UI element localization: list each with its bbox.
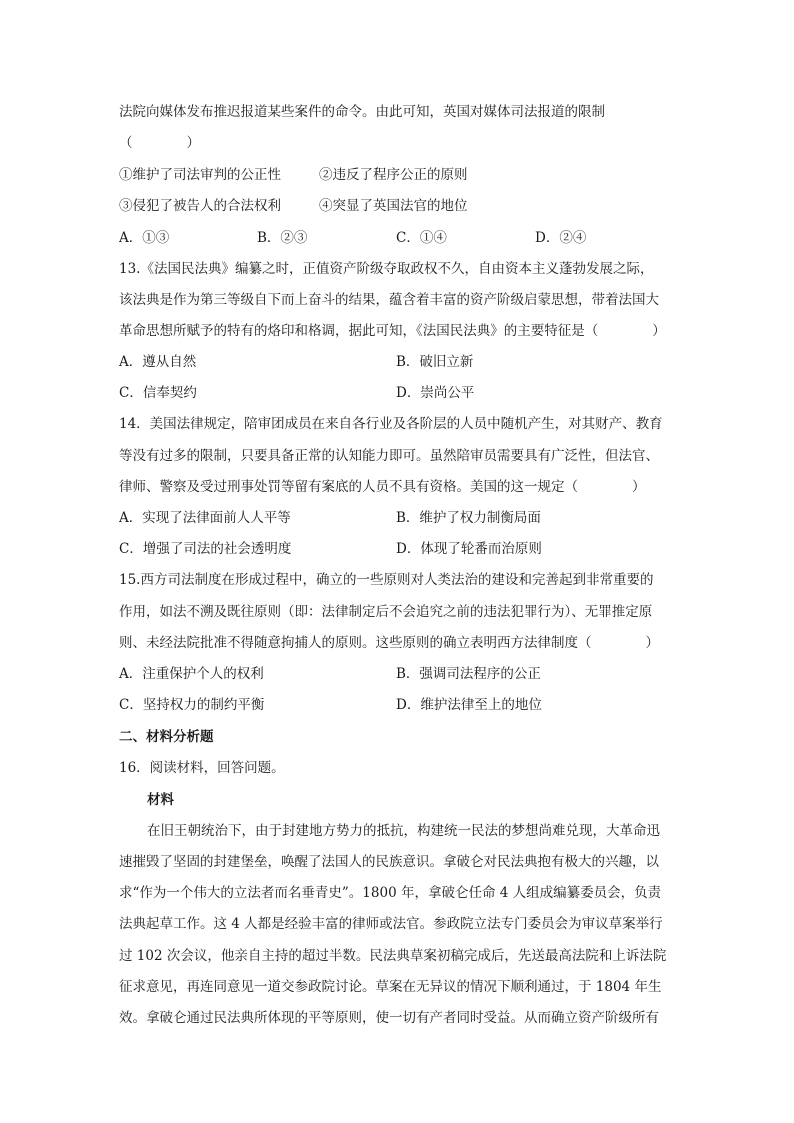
q15-option-b: B．强调司法程序的公正 — [396, 666, 541, 682]
q12-statement-2: ②违反了程序公正的原则 — [319, 167, 468, 183]
q13-stem-line-1: 13.《法国民法典》编纂之时，正值资产阶级夺取政权不久，自由资本主义蓬勃发展之际， — [119, 261, 654, 277]
q13-stem-line-3: 革命思想所赋予的特有的烙印和格调，据此可知，《法国民法典》的主要特征是（ ） — [119, 323, 666, 339]
q15-option-a: A．注重保护个人的权利 — [119, 666, 264, 682]
q14-option-b: B．维护了权力制衡局面 — [396, 510, 541, 526]
q12-statement-3: ③侵犯了被告人的合法权利 — [119, 198, 281, 214]
q16-material-line-7: 效。拿破仑通过民法典所体现的平等原则，使一切有产者同时受益。从而确立资产阶级所有 — [119, 1010, 659, 1026]
q13-option-a: A．遵从自然 — [119, 354, 197, 370]
q12-option-c: C．①④ — [396, 230, 447, 246]
q12-option-a: A．①③ — [119, 230, 170, 246]
q12-option-b: B．②③ — [257, 230, 308, 246]
q16-material-line-5: 过 102 次会议，他亲自主持的超过半数。民法典草案初稿完成后，先送最高法院和上诉法院 — [119, 948, 667, 964]
q14-stem-line-2: 等没有过多的限制，只要具备正常的认知能力即可。虽然陪审员需要具有广泛性，但法官、 — [119, 448, 659, 464]
q15-stem-line-3: 则、未经法院批准不得随意拘捕人的原则。这些原则的确立表明西方法律制度（ ） — [119, 635, 659, 651]
q13-option-c: C．信奉契约 — [119, 385, 197, 401]
q12-option-d: D．②④ — [535, 230, 587, 246]
q16-material-line-1: 在旧王朝统治下，由于封建地方势力的抵抗，构建统一民法的梦想尚难兑现，大革命迅 — [147, 823, 660, 839]
section-2-heading: 二、材料分析题 — [119, 729, 214, 745]
q14-option-d: D．体现了轮番而治原则 — [396, 541, 542, 557]
q15-option-d: D．维护法律至上的地位 — [396, 697, 542, 713]
q13-stem-line-2: 该法典是作为第三等级自下而上奋斗的结果，蕴含着丰富的资产阶级启蒙思想，带着法国大 — [119, 292, 659, 308]
q14-option-c: C．增强了司法的社会透明度 — [119, 541, 292, 557]
q12-answer-bracket: （ ） — [119, 135, 200, 151]
q15-stem-line-1: 15.西方司法制度在形成过程中，确立的一些原则对人类法治的建设和完善起到非常重要的 — [119, 572, 654, 588]
q16-material-line-4: 法典起草工作。这 4 人都是经验丰富的律师或法官。参政院立法专门委员会为审议草案举行 — [119, 916, 663, 932]
q13-option-d: D．崇尚公平 — [396, 385, 475, 401]
q16-prompt: 16．阅读材料，回答问题。 — [119, 760, 285, 776]
q15-stem-line-2: 作用，如法不溯及既往原则（即：法律制定后不会追究之前的违法犯罪行为）、无罪推定原 — [119, 604, 653, 620]
q15-option-c: C．坚持权力的制约平衡 — [119, 697, 265, 713]
q13-option-b: B．破旧立新 — [396, 354, 474, 370]
q16-material-label: 材料 — [147, 792, 174, 808]
q16-material-line-6: 征求意见，再连同意见一道交参政院讨论。草案在无异议的情况下顺利通过，于 1804 年生 — [119, 979, 662, 995]
q14-option-a: A．实现了法律面前人人平等 — [119, 510, 291, 526]
q16-material-line-2: 速摧毁了坚固的封建堡垒，唤醒了法国人的民族意识。拿破仑对民法典抱有极大的兴趣，以 — [119, 854, 659, 870]
q12-statement-4: ④突显了英国法官的地位 — [319, 198, 468, 214]
q14-stem-line-1: 14．美国法律规定，陪审团成员在来自各行业及各阶层的人员中随机产生，对其财产、教育 — [119, 416, 663, 432]
q12-stem: 法院向媒体发布推迟报道某些案件的命令。由此可知，英国对媒体司法报道的限制 — [119, 104, 605, 120]
q16-material-line-3: 求“作为一个伟大的立法者而名垂青史”。1800 年，拿破仑任命 4 人组成编纂委员会，负责 — [119, 885, 662, 901]
q12-statement-1: ①维护了司法审判的公正性 — [119, 167, 281, 183]
q14-stem-line-3: 律师、警察及受过刑事处罚等留有案底的人员不具有资格。美国的这一规定（ ） — [119, 479, 646, 495]
